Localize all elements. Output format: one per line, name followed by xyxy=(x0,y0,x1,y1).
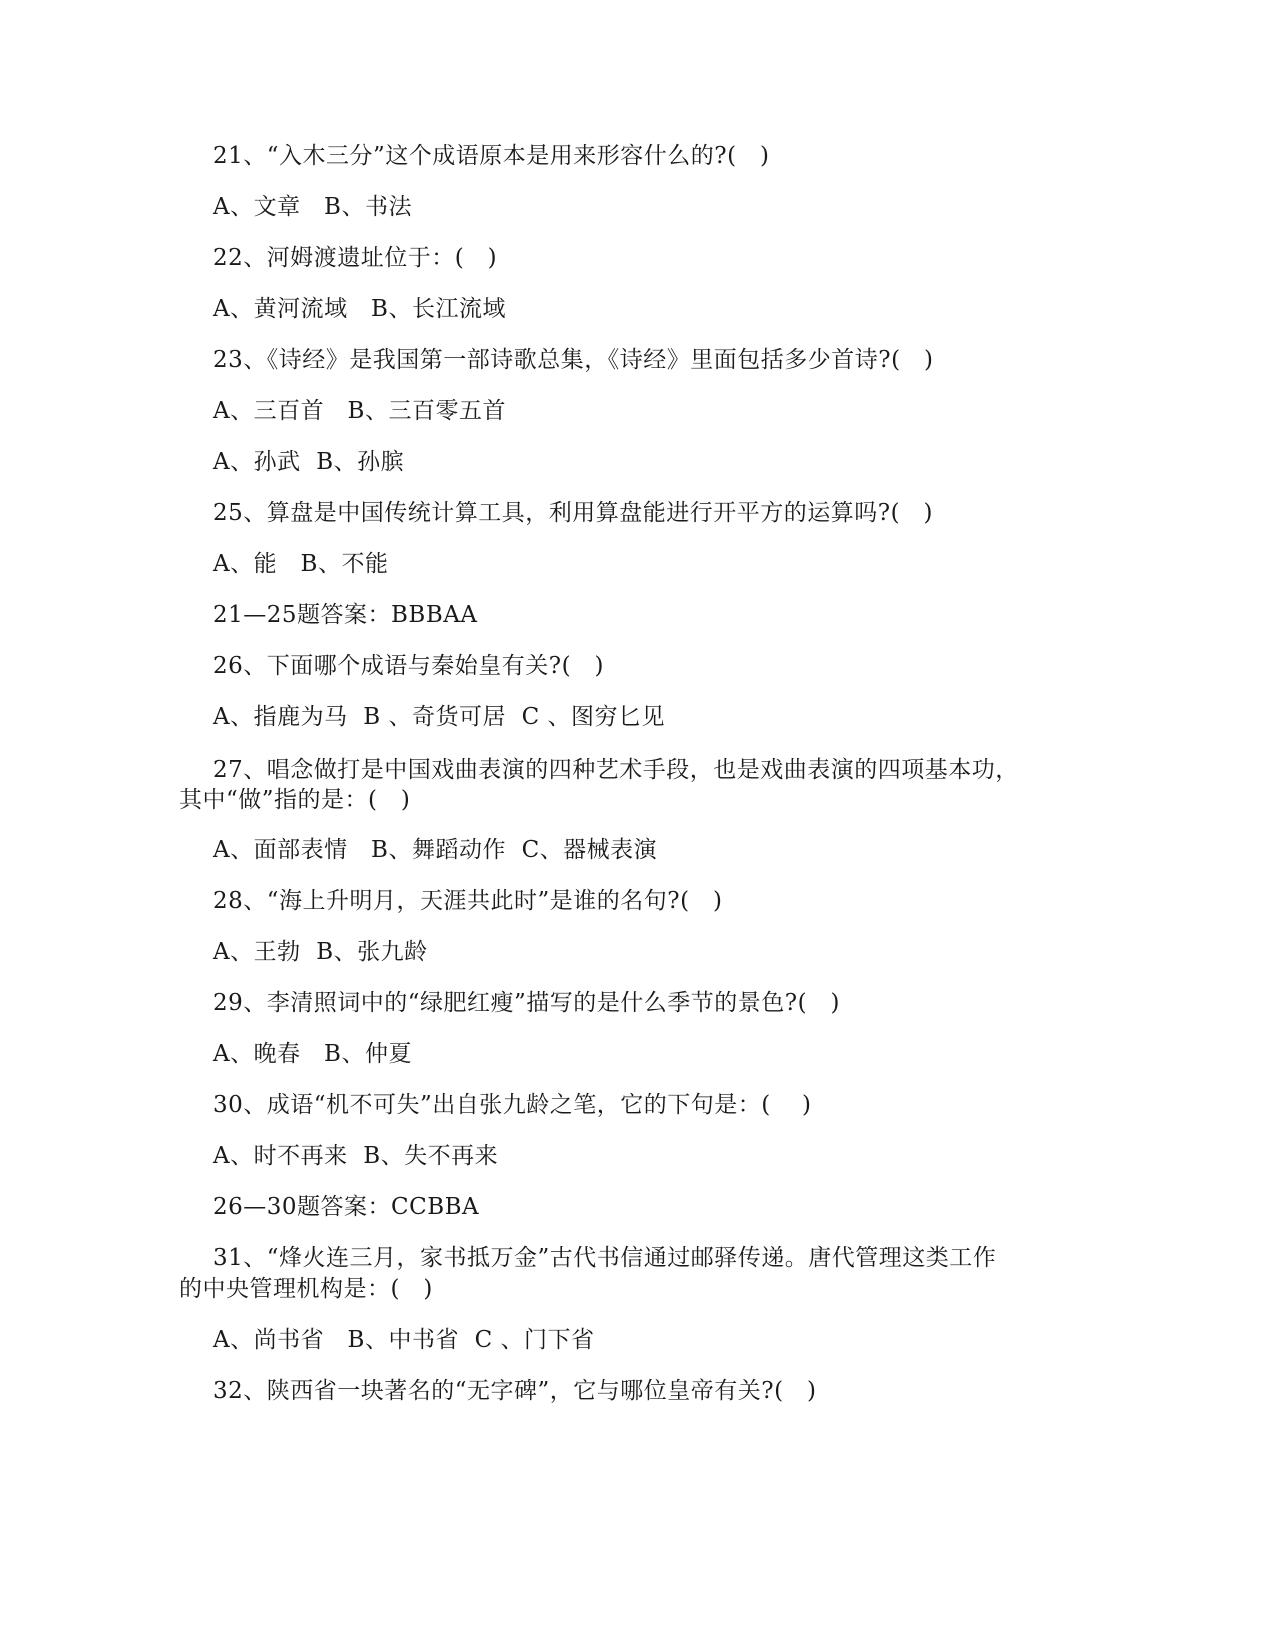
options-25: A、能 B、不能 xyxy=(213,551,389,577)
question-27-line-1: 27、唱念做打是中国戏曲表演的四种艺术手段，也是戏曲表演的四项基本功， xyxy=(213,757,1019,783)
options-22: A、黄河流域 B、长江流域 xyxy=(213,296,506,322)
question-31-line-1: 31、“烽火连三月，家书抵万金”古代书信通过邮驿传递。唐代管理这类工作 xyxy=(213,1245,997,1271)
options-24: A、孙武 B、孙膑 xyxy=(213,449,405,475)
question-29: 29、李清照词中的“绿肥红瘦”描写的是什么季节的景色?( ) xyxy=(213,990,840,1016)
question-31-line-2: 的中央管理机构是：( ) xyxy=(179,1276,433,1302)
options-29: A、晚春 B、仲夏 xyxy=(213,1041,412,1067)
question-30: 30、成语“机不可失”出自张九龄之笔，它的下句是：( ) xyxy=(213,1092,812,1118)
answers-21-25: 21—25题答案：BBBAA xyxy=(213,602,478,628)
options-28: A、王勃 B、张九龄 xyxy=(213,939,428,965)
question-22: 22、河姆渡遗址位于：( ) xyxy=(213,245,498,271)
options-27: A、面部表情 B、舞蹈动作 C、器械表演 xyxy=(213,837,658,863)
question-32: 32、陕西省一块著名的“无字碑”，它与哪位皇帝有关?( ) xyxy=(213,1378,817,1404)
question-27-line-2: 其中“做”指的是：( ) xyxy=(179,787,411,813)
question-28: 28、“海上升明月，天涯共此时”是谁的名句?( ) xyxy=(213,888,723,914)
question-26: 26、下面哪个成语与秦始皇有关?( ) xyxy=(213,653,604,679)
options-23: A、三百首 B、三百零五首 xyxy=(213,398,506,424)
question-25: 25、算盘是中国传统计算工具，利用算盘能进行开平方的运算吗?( ) xyxy=(213,500,933,526)
options-21: A、文章 B、书法 xyxy=(213,194,412,220)
answers-26-30: 26—30题答案：CCBBA xyxy=(213,1194,480,1220)
question-23: 23、《诗经》是我国第一部诗歌总集，《诗经》里面包括多少首诗?( ) xyxy=(213,347,934,373)
question-21: 21、“入木三分”这个成语原本是用来形容什么的?( ) xyxy=(213,143,770,169)
options-30: A、时不再来 B、失不再来 xyxy=(213,1143,499,1169)
options-26: A、指鹿为马 B 、奇货可居 C 、图穷匕见 xyxy=(213,704,665,730)
options-31: A、尚书省 B、中书省 C 、门下省 xyxy=(213,1327,595,1353)
